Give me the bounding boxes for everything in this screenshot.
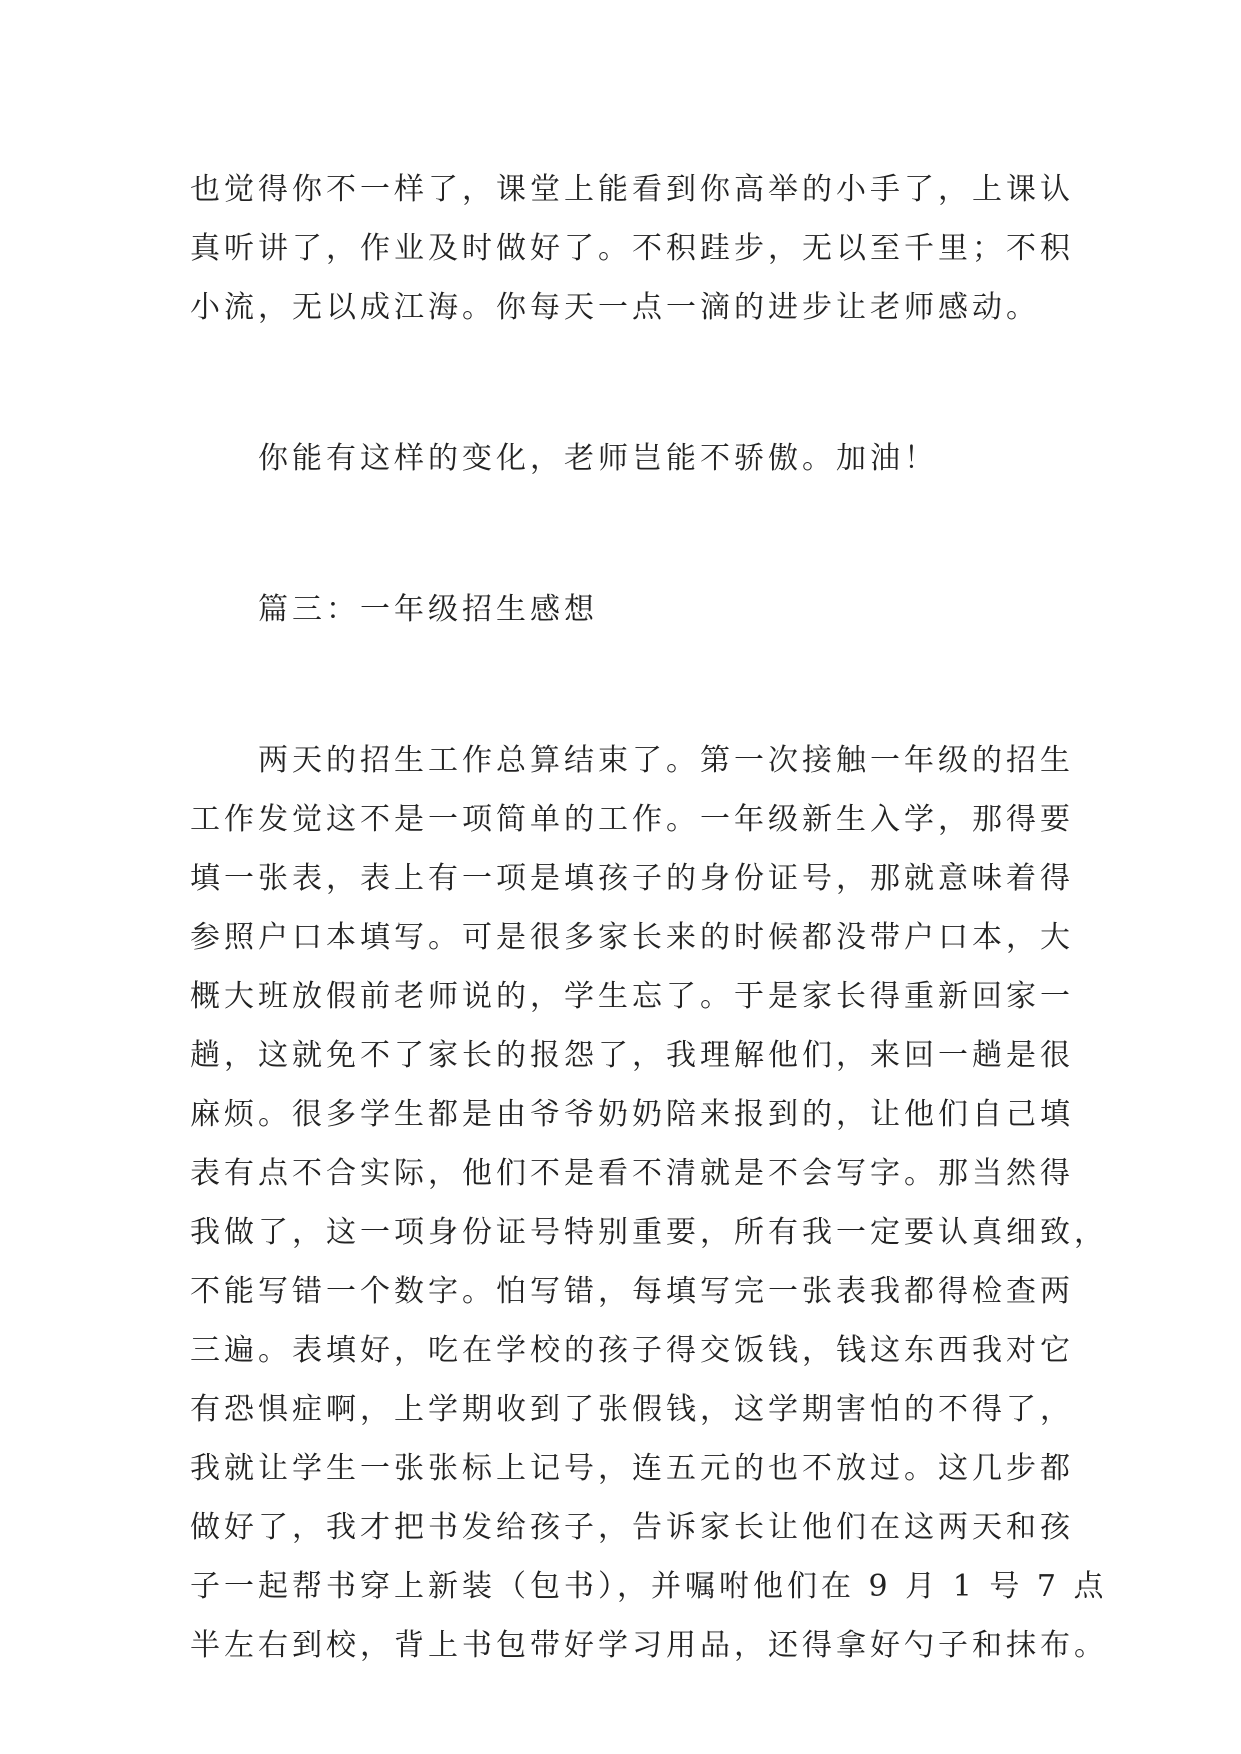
paragraph-enrollment — [190, 731, 1108, 1675]
text-line: 小流，无以成江海。你每天一点一滴的进步让老师感动。 — [190, 290, 1040, 325]
text-line: 三遍。表填好，吃在学校的孩子得交饭钱，钱这东西我对它 — [190, 1333, 1074, 1368]
text-line: 概大班放假前老师说的，学生忘了。于是家长得重新回家一 — [190, 979, 1074, 1014]
text-line: 半左右到校，背上书包带好学习用品，还得拿好勺子和抹布。 — [190, 1628, 1108, 1663]
section-heading — [190, 580, 1052, 639]
text-line: 我就让学生一张张标上记号，连五元的也不放过。这几步都 — [190, 1451, 1074, 1486]
paragraph-continuation — [190, 160, 1074, 337]
text-line: 你能有这样的变化，老师岂能不骄傲。加油！ — [258, 441, 938, 476]
document-body — [190, 160, 1108, 1675]
text-line: 工作发觉这不是一项简单的工作。一年级新生入学，那得要 — [190, 802, 1074, 837]
text-line: 趟，这就免不了家长的报怨了，我理解他们，来回一趟是很 — [190, 1038, 1074, 1073]
text-line: 真听讲了，作业及时做好了。不积跬步，无以至千里；不积 — [190, 231, 1074, 266]
text-line: 填一张表，表上有一项是填孩子的身份证号，那就意味着得 — [190, 861, 1074, 896]
text-line: 做好了，我才把书发给孩子，告诉家长让他们在这两天和孩 — [190, 1510, 1074, 1545]
heading-text: 篇三：一年级招生感想 — [258, 592, 598, 627]
text-line: 两天的招生工作总算结束了。第一次接触一年级的招生 — [258, 743, 1074, 778]
text-line: 表有点不合实际，他们不是看不清就是不会写字。那当然得 — [190, 1156, 1074, 1191]
text-line: 我做了，这一项身份证号特别重要，所有我一定要认真细致， — [190, 1215, 1108, 1250]
text-line: 麻烦。很多学生都是由爷爷奶奶陪来报到的，让他们自己填 — [190, 1097, 1074, 1132]
text-line: 子一起帮书穿上新装（包书），并嘱咐他们在 9 月 1 号 7 点 — [190, 1569, 1108, 1604]
paragraph-encouragement — [190, 429, 1052, 488]
text-line: 不能写错一个数字。怕写错，每填写完一张表我都得检查两 — [190, 1274, 1074, 1309]
text-line: 参照户口本填写。可是很多家长来的时候都没带户口本，大 — [190, 920, 1074, 955]
text-line: 也觉得你不一样了，课堂上能看到你高举的小手了，上课认 — [190, 172, 1074, 207]
text-line: 有恐惧症啊，上学期收到了张假钱，这学期害怕的不得了， — [190, 1392, 1074, 1427]
